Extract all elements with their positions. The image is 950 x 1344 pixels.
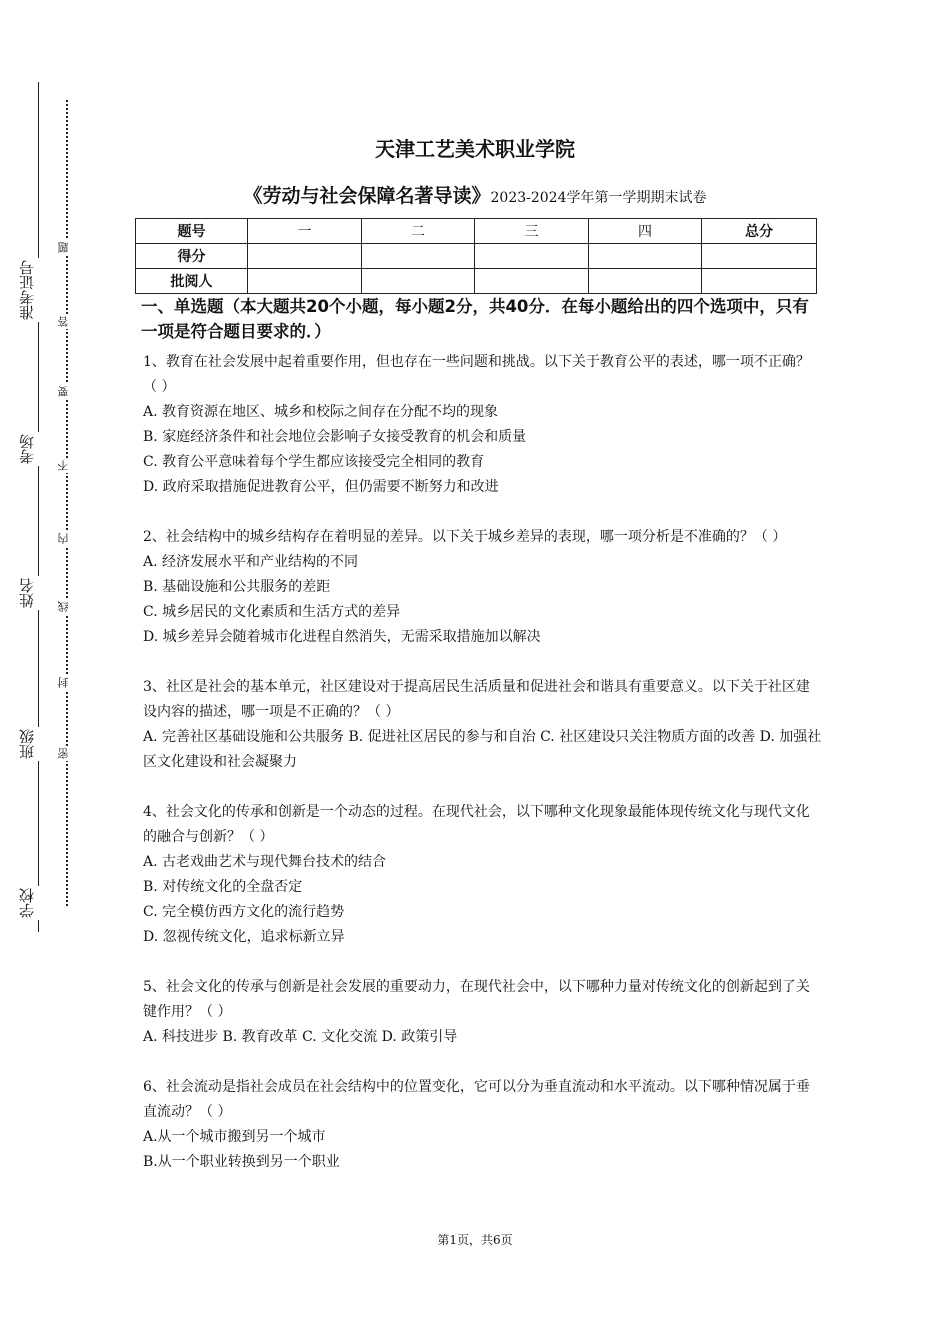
reviewer-cell bbox=[589, 269, 702, 294]
term-label: 2023-2024学年第一学期期末试卷 bbox=[490, 190, 707, 206]
question-option: D. 忽视传统文化，追求标新立异 bbox=[143, 929, 345, 945]
question-stem: 2、社会结构中的城乡结构存在着明显的差异。以下关于城乡差异的表现，哪一项分析是不准确的？（ ） bbox=[143, 529, 787, 545]
score-table bbox=[135, 218, 817, 294]
score-cell bbox=[702, 244, 817, 269]
question-option: A. 经济发展水平和产业结构的不同 bbox=[143, 554, 359, 570]
reviewer-cell bbox=[248, 269, 362, 294]
question-option: B.从一个职业转换到另一个职业 bbox=[143, 1154, 340, 1170]
score-cell bbox=[362, 244, 475, 269]
question-option: A. 古老戏曲艺术与现代舞台技术的结合 bbox=[143, 854, 387, 870]
question-option: A.从一个城市搬到另一个城市 bbox=[143, 1129, 326, 1145]
score-row-label: 得分 bbox=[136, 244, 248, 269]
score-table-header-cell: 总分 bbox=[702, 219, 817, 244]
question-5 bbox=[143, 975, 823, 1050]
exam-room-field-label: 考场 bbox=[20, 432, 56, 466]
score-cell bbox=[589, 244, 702, 269]
score-table-header-row bbox=[136, 219, 817, 244]
score-table-header-cell: 四 bbox=[589, 219, 702, 244]
seal-char: 线 bbox=[58, 599, 74, 614]
seal-char: 封 bbox=[58, 675, 74, 690]
reviewer-cell bbox=[475, 269, 589, 294]
question-option: D. 政府采取措施促进教育公平，但仍需要不断努力和改进 bbox=[143, 479, 499, 495]
section-heading: 一、单选题（本大题共20个小题，每小题2分，共40分．在每小题给出的四个选项中，只有一项是符合题目要求的．） bbox=[141, 297, 809, 341]
seal-char: 不 bbox=[58, 458, 74, 473]
question-6 bbox=[143, 1075, 823, 1175]
question-stem: 3、社区是社会的基本单元，社区建设对于提高居民生活质量和促进社会和谐具有重要意义。以下关于社区建设内容的描述，哪一项是不正确的？（ ） bbox=[143, 679, 810, 720]
question-stem: 6、社会流动是指社会成员在社会结构中的位置变化，它可以分为垂直流动和水平流动。以下哪种情况属于垂直流动？（ ） bbox=[143, 1079, 810, 1120]
seal-dotted-line bbox=[66, 100, 68, 906]
question-stem: 1、教育在社会发展中起着重要作用，但也存在一些问题和挑战。以下关于教育公平的表述，哪一项不正确？（ ） bbox=[143, 354, 810, 395]
school-field-label: 学校 bbox=[20, 886, 56, 920]
question-1 bbox=[143, 350, 823, 500]
seal-char: 要 bbox=[58, 384, 74, 399]
page-number: 第1页，共6页 bbox=[437, 1233, 513, 1247]
question-option: C. 城乡居民的文化素质和生活方式的差异 bbox=[143, 604, 401, 620]
score-table-header-cell: 一 bbox=[248, 219, 362, 244]
seal-char: 内 bbox=[58, 531, 74, 546]
exam-title bbox=[0, 181, 950, 208]
question-option: C. 教育公平意味着每个学生都应该接受完全相同的教育 bbox=[143, 454, 485, 470]
school-name: 天津工艺美术职业学院 bbox=[375, 137, 575, 161]
reviewer-row bbox=[136, 269, 817, 294]
score-table-header-cell: 题号 bbox=[136, 219, 248, 244]
question-option: B. 基础设施和公共服务的差距 bbox=[143, 579, 331, 595]
score-row bbox=[136, 244, 817, 269]
score-cell bbox=[475, 244, 589, 269]
question-3 bbox=[143, 675, 823, 775]
exam-number-field-label: 准考证号 bbox=[20, 258, 56, 322]
reviewer-row-label: 批阅人 bbox=[136, 269, 248, 294]
question-option: A. 完善社区基础设施和公共服务 B. 促进社区居民的参与和自治 C. 社区建设只关注物质方面的改善 D. 加强社区文化建设和社会凝聚力 bbox=[143, 729, 822, 770]
question-option: A. 教育资源在地区、城乡和校际之间存在分配不均的现象 bbox=[143, 404, 499, 420]
score-table-header-cell: 三 bbox=[475, 219, 589, 244]
question-stem: 4、社会文化的传承和创新是一个动态的过程。在现代社会，以下哪种文化现象最能体现传统文化与现代文化的融合与创新？（ ） bbox=[143, 804, 810, 845]
class-field-label: 班级 bbox=[20, 727, 56, 761]
question-option: A. 科技进步 B. 教育改革 C. 文化交流 D. 政策引导 bbox=[143, 1029, 458, 1045]
question-option: D. 城乡差异会随着城市化进程自然消失，无需采取措施加以解决 bbox=[143, 629, 541, 645]
question-option: B. 对传统文化的全盘否定 bbox=[143, 879, 303, 895]
score-table-header-cell: 二 bbox=[362, 219, 475, 244]
question-option: B. 家庭经济条件和社会地位会影响子女接受教育的机会和质量 bbox=[143, 429, 527, 445]
score-cell bbox=[248, 244, 362, 269]
reviewer-cell bbox=[362, 269, 475, 294]
question-2 bbox=[143, 525, 823, 650]
course-title: 《劳动与社会保障名著导读》 bbox=[243, 185, 491, 207]
question-option: C. 完全模仿西方文化的流行趋势 bbox=[143, 904, 345, 920]
question-stem: 5、社会文化的传承与创新是社会发展的重要动力，在现代社会中，以下哪种力量对传统文化的创新起到了关键作用？（ ） bbox=[143, 979, 810, 1020]
name-field-label: 姓名 bbox=[20, 576, 56, 610]
reviewer-cell bbox=[702, 269, 817, 294]
seal-char: 密 bbox=[58, 746, 74, 761]
exam-content bbox=[143, 294, 823, 1200]
question-4 bbox=[143, 800, 823, 950]
seal-char: 题 bbox=[58, 240, 74, 255]
binding-line bbox=[38, 82, 39, 932]
seal-char: 答 bbox=[58, 314, 74, 329]
